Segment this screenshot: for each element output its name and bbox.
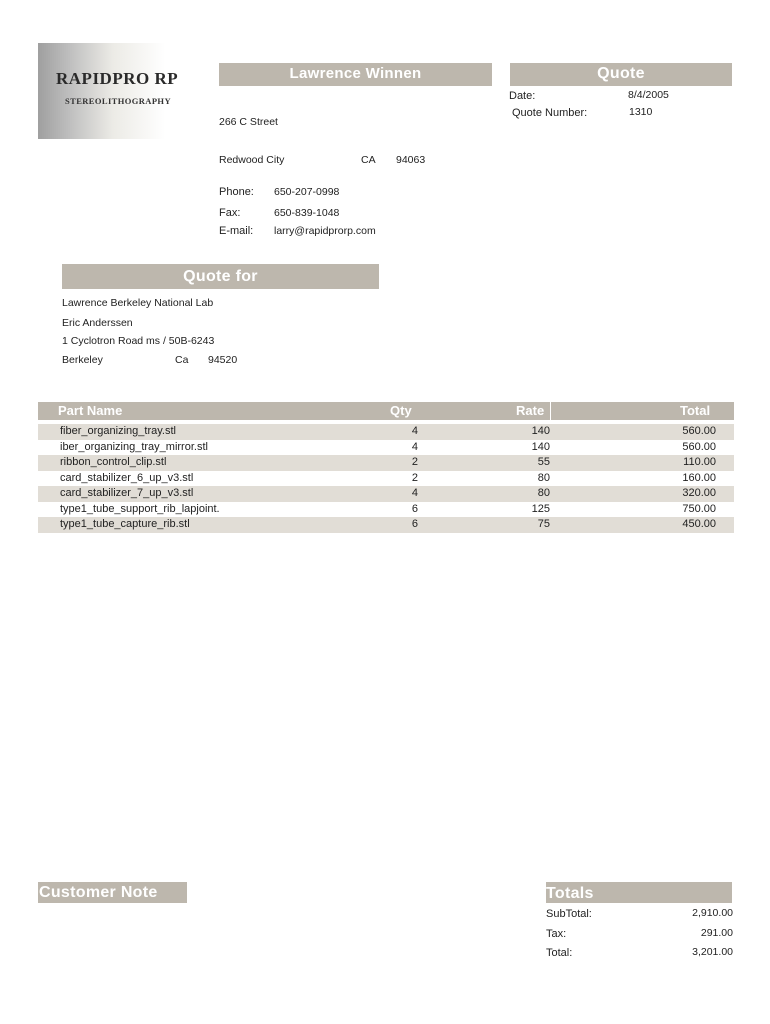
company-state: CA <box>361 154 376 166</box>
table-row <box>38 517 734 533</box>
total-value: 3,201.00 <box>692 946 733 958</box>
cell-part-name: type1_tube_capture_rib.stl <box>60 518 190 530</box>
company-fax: 650-839-1048 <box>274 207 340 219</box>
customer-note-bar <box>38 882 187 903</box>
header-rate: Rate <box>516 403 545 418</box>
quote-heading: Quote <box>597 65 645 82</box>
client-address: 1 Cyclotron Road ms / 50B-6243 <box>62 335 215 347</box>
quote-date-label: Date: <box>509 90 536 102</box>
quote-heading-bar <box>510 63 732 86</box>
totals-bar <box>546 882 732 903</box>
table-row <box>38 471 734 487</box>
client-zip: 94520 <box>208 354 238 366</box>
header-total: Total <box>680 403 711 418</box>
table-row <box>38 455 734 471</box>
tax-label: Tax: <box>546 928 567 940</box>
logo-title: RAPIDPRO RP <box>56 69 179 88</box>
cell-part-name: iber_organizing_tray_mirror.stl <box>60 440 208 453</box>
cell-part-name: fiber_organizing_tray.stl <box>60 425 176 437</box>
client-org: Lawrence Berkeley National Lab <box>62 297 214 309</box>
subtotal-value: 2,910.00 <box>692 907 733 919</box>
cell-total: 160.00 <box>682 471 716 484</box>
cell-rate: 55 <box>537 456 550 468</box>
client-city: Berkeley <box>62 354 103 366</box>
header-part-name: Part Name <box>58 403 123 418</box>
cell-rate: 140 <box>531 425 550 437</box>
cell-total: 110.00 <box>683 456 716 468</box>
email-label: E-mail: <box>219 225 254 237</box>
company-email: larry@rapidprorp.com <box>274 225 376 237</box>
client-state: Ca <box>175 354 189 366</box>
cell-qty: 6 <box>411 502 418 515</box>
cell-rate: 80 <box>537 487 550 499</box>
company-street: 266 C Street <box>219 116 278 128</box>
quote-number: 1310 <box>629 106 653 118</box>
company-name: Lawrence Winnen <box>289 65 422 82</box>
cell-rate: 80 <box>537 471 550 484</box>
table-header <box>38 402 734 420</box>
cell-rate: 75 <box>537 518 550 530</box>
cell-qty: 2 <box>411 471 418 484</box>
table-row <box>38 486 734 502</box>
fax-label: Fax: <box>219 207 241 219</box>
header-qty: Qty <box>390 403 412 418</box>
header-divider <box>550 402 551 420</box>
phone-label: Phone: <box>219 186 254 198</box>
cell-total: 560.00 <box>682 440 716 453</box>
table-row <box>38 440 734 456</box>
company-zip: 94063 <box>396 154 426 166</box>
quote-number-label: Quote Number: <box>512 107 588 119</box>
cell-rate: 125 <box>531 502 550 515</box>
cell-total: 560.00 <box>682 425 716 437</box>
cell-qty: 4 <box>411 487 418 499</box>
company-name-bar <box>219 63 492 86</box>
cell-total: 450.00 <box>682 518 716 530</box>
quote-date: 8/4/2005 <box>628 89 669 101</box>
totals-heading: Totals <box>546 885 594 902</box>
client-contact: Eric Anderssen <box>62 317 133 329</box>
company-city: Redwood City <box>219 154 285 166</box>
cell-total: 320.00 <box>682 487 716 499</box>
subtotal-label: SubTotal: <box>546 908 592 920</box>
cell-total: 750.00 <box>682 502 716 515</box>
cell-qty: 6 <box>411 518 418 530</box>
table-row <box>38 424 734 440</box>
tax-value: 291.00 <box>700 927 733 939</box>
quote-for-bar <box>62 264 379 289</box>
cell-qty: 4 <box>411 425 418 437</box>
customer-note-heading: Customer Note <box>39 884 158 901</box>
cell-qty: 4 <box>411 440 418 453</box>
cell-part-name: card_stabilizer_7_up_v3.stl <box>60 487 194 499</box>
table-row <box>38 502 734 518</box>
company-phone: 650-207-0998 <box>274 186 340 198</box>
total-label: Total: <box>546 947 573 959</box>
cell-part-name: type1_tube_support_rib_lapjoint. <box>60 502 220 515</box>
cell-qty: 2 <box>411 456 418 468</box>
cell-part-name: ribbon_control_clip.stl <box>60 456 167 468</box>
cell-rate: 140 <box>531 440 550 453</box>
quote-for-heading: Quote for <box>183 268 258 285</box>
logo-subtitle: STEREOLITHOGRAPHY <box>65 96 171 106</box>
company-logo <box>38 43 188 139</box>
cell-part-name: card_stabilizer_6_up_v3.stl <box>60 471 194 484</box>
